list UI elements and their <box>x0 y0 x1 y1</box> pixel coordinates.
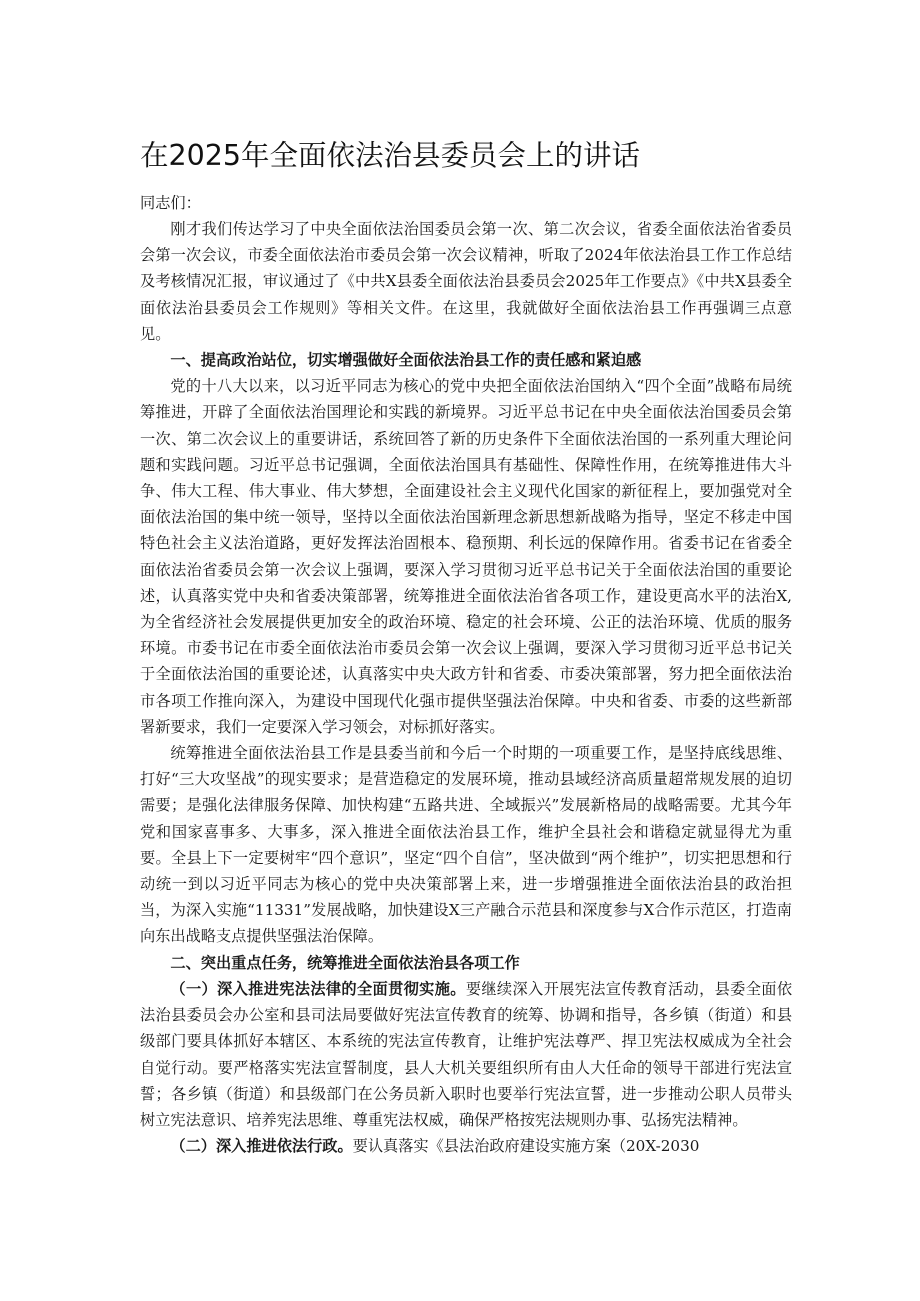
salutation: 同志们： <box>140 194 201 212</box>
section-2-item-2 <box>140 1133 792 1159</box>
section-2-item-1 <box>140 976 792 1133</box>
section-2-item-2-text: 要认真落实《县法治政府建设实施方案（20X-2030 <box>352 1137 700 1156</box>
section-1-paragraph-2: 统筹推进全面依法治县工作是县委当前和今后一个时期的一项重要工作，是坚持底线思维、打好“三大攻坚战”的现实要求；是营造稳定的发展环境，推动县域经济高质量超常规发展的迫切需要；是强化法律服务保障、加快构建“五路共进、全域振兴”发展新格局的战略需要。尤其今年党和国家喜事多、大事多，深入推进全面依法治县工作，维护全县社会和谐稳定就显得尤为重要。全县上下一定要树牢“四个意识”，坚定“四个自信”，坚决做到“两个维护”，切实把思想和行动统一到以习近平同志为核心的党中央决策部署上来，进一步增强推进全面依法治县的政治担当，为深入实施“11331”发展战略，加快建设X三产融合示范县和深度参与X合作示范区，打造南向东出战略支点提供坚强法治保障。 <box>140 744 792 946</box>
section-2-item-1-label: （一）深入推进宪法法律的全面贯彻实施。 <box>170 979 466 998</box>
section-2-heading: 二、突出重点任务，统筹推进全面依法治县各项工作 <box>170 953 520 972</box>
section-2-item-2-label: （二）深入推进依法行政。 <box>170 1137 353 1156</box>
intro-paragraph: 刚才我们传达学习了中央全面依法治国委员会第一次、第二次会议，省委全面依法治省委员会第一次会议，市委全面依法治市委员会第一次会议精神，听取了2024年依法治县工作工作总结及考核情况汇报，审议通过了《中共X县委全面依法治县委员会2025年工作要点》《中共X县委全面依法治县委员会工作规则》等相关文件。在这里，我就做好全面依法治县工作再强调三点意见。 <box>140 220 792 343</box>
section-1-heading: 一、提高政治站位，切实增强做好全面依法治县工作的责任感和紧迫感 <box>170 351 642 370</box>
document-title: 在2025年全面依法治县委员会上的讲话 <box>140 139 641 172</box>
section-1-paragraph-1: 党的十八大以来，以习近平同志为核心的党中央把全面依法治国纳入“四个全面”战略布局统筹推进，开辟了全面依法治国理论和实践的新境界。习近平总书记在中央全面依法治国委员会第一次、第二次会议上的重要讲话，系统回答了新的历史条件下全面依法治国的一系列重大理论问题和实践问题。习近平总书记强调，全面依法治国具有基础性、保障性作用，在统筹推进伟大斗争、伟大工程、伟大事业、伟大梦想，全面建设社会主义现代化国家的新征程上，要加强党对全面依法治国的集中统一领导，坚持以全面依法治国新理念新思想新战略为指导，坚定不移走中国特色社会主义法治道路，更好发挥法治固根本、稳预期、利长远的保障作用。省委书记在省委全面依法治省委员会第一次会议上强调，要深入学习贯彻习近平总书记关于全面依法治国的重要论述，认真落实党中央和省委决策部署，统筹推进全面依法治省各项工作，建设更高水平的法治X,为全省经济社会发展提供更加安全的政治环境、稳定的社会环境、公正的法治环境、优质的服务环境。市委书记在市委全面依法治市委员会第一次会议上强调，要深入学习贯彻习近平总书记关于全面依法治国的重要论述，认真落实中央大政方针和省委、市委决策部署，努力把全面依法治市各项工作推向深入，为建设中国现代化强市提供坚强法治保障。中央和省委、市委的这些新部署新要求，我们一定要深入学习领会，对标抓好落实。 <box>140 377 792 736</box>
document-page <box>140 136 792 1159</box>
section-2-item-1-text: 要继续深入开展宪法宣传教育活动，县委全面依法治县委员会办公室和县司法局要做好宪法宣传教育的统筹、协调和指导，各乡镇（街道）和县级部门要具体抓好本辖区、本系统的宪法宣传教育，让维护宪法尊严、捍卫宪法权威成为全社会自觉行动。要严格落实宪法宣誓制度，县人大机关要组织所有由人大任命的领导干部进行宪法宣誓；各乡镇（街道）和县级部门在公务员新入职时也要举行宪法宣誓，进一步推动公职人员带头树立宪法意识、培养宪法思维、尊重宪法权威，确保严格按宪法规则办事、弘扬宪法精神。 <box>140 979 793 1129</box>
